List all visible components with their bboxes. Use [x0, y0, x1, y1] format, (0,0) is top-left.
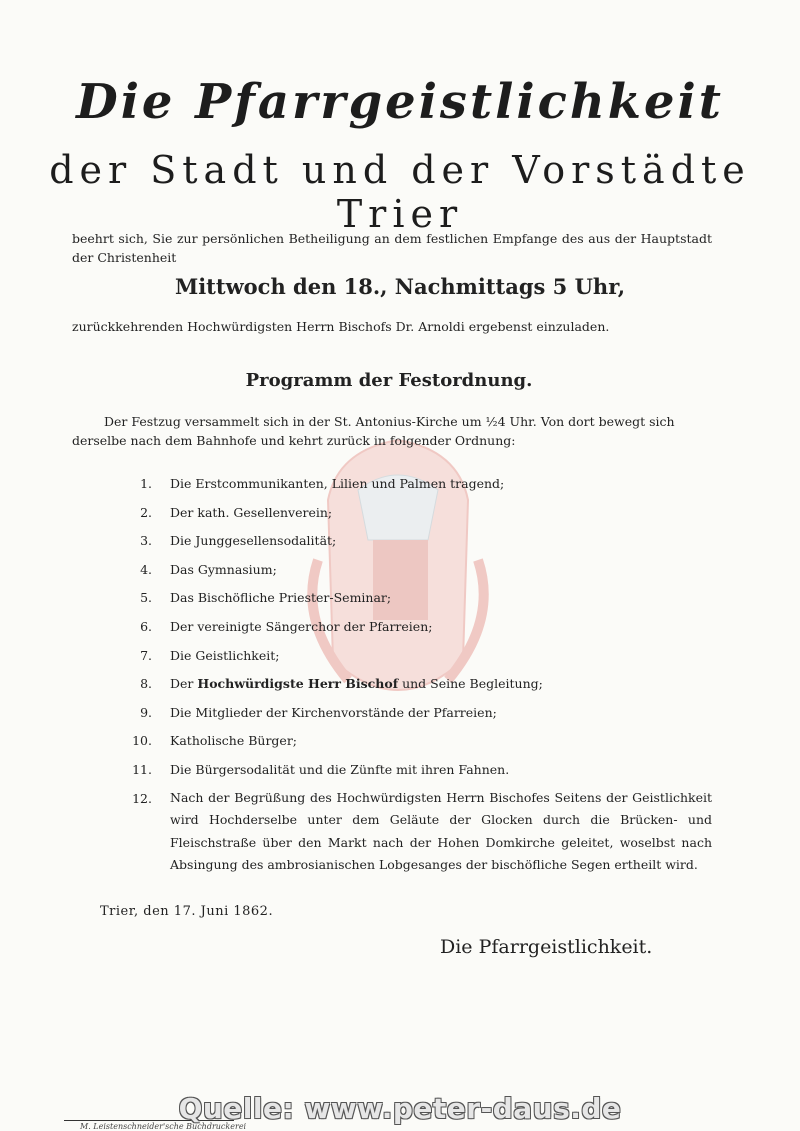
- list-item: [128, 619, 712, 648]
- list-item: [128, 476, 712, 505]
- item-text: Der kath. Gesellenverein;: [170, 504, 333, 520]
- invitation-closing: zurückkehrenden Hochwürdigsten Herrn Bischofs Dr. Arnoldi ergebenst einzuladen.: [72, 319, 610, 334]
- item-text: [170, 676, 712, 691]
- item-number: 2.: [140, 504, 152, 520]
- event-datetime: Mittwoch den 18., Nachmittags 5 Uhr,: [174, 274, 626, 299]
- invitation-intro: beehrt sich, Sie zur persönlichen Betheiligung an dem festlichen Empfange des aus der Hauptstadt der Christenheit: [72, 231, 712, 265]
- program-heading: Programm der Festordnung.: [245, 370, 533, 391]
- item-text: Die Geistlichkeit;: [170, 647, 280, 663]
- list-item: [128, 562, 712, 591]
- item-text: Nach der Begrüßung des Hochwürdigsten Herrn Bischofes Seitens der Geistlichkeit wird Hochderselbe unter dem Geläute der Glocken durch die Brücken- und Fleischstraße über den Markt nach der Hohen Domkirche geleitet, woselbst nach Absingung des ambrosianischen Lobgesanges der bischöfliche Segen ertheilt wird.: [170, 789, 712, 873]
- place-and-date: Trier, den 17. Juni 1862.: [100, 904, 274, 919]
- item-number: 9.: [140, 704, 152, 720]
- page-title: Die Pfarrgeistlichkeit: [76, 74, 724, 130]
- item-text: Das Bischöfliche Priester-Seminar;: [170, 590, 392, 606]
- item-number: 7.: [140, 647, 152, 663]
- list-item: [128, 648, 712, 677]
- item-text: Die Mitglieder der Kirchenvorstände der Pfarreien;: [170, 704, 497, 720]
- item-number: 3.: [140, 533, 152, 549]
- item-number: 10.: [132, 733, 152, 749]
- list-item: [128, 705, 712, 734]
- item-number: 1.: [140, 476, 152, 491]
- item-number: 6.: [140, 618, 152, 634]
- signature: Die Pfarrgeistlichkeit.: [440, 936, 653, 958]
- list-item: [128, 505, 712, 534]
- list-item: [128, 590, 712, 619]
- item-number: 12.: [132, 790, 152, 806]
- program-intro-line1: Der Festzug versammelt sich in der St. Antonius-Kirche um ½4 Uhr. Von dort bewegt sich: [104, 414, 675, 429]
- list-item: [128, 533, 712, 562]
- item-text: Das Gymnasium;: [170, 561, 277, 577]
- source-watermark: Quelle: www.peter-daus.de: [178, 1092, 622, 1125]
- list-item: [128, 733, 712, 762]
- printer-imprint: M. Leistenschneider'sche Buchdruckerei: [80, 1122, 247, 1131]
- item-text-before: Der: [170, 676, 194, 692]
- program-intro-line2: derselbe nach dem Bahnhofe und kehrt zurück in folgender Ordnung:: [72, 433, 516, 448]
- bishop-emphasis: Hochwürdigste Herr Bischof: [197, 676, 399, 692]
- item-number: 8.: [140, 676, 152, 692]
- item-text: Die Bürgersodalität und die Zünfte mit ihren Fahnen.: [170, 761, 510, 777]
- item-text: Die Junggesellensodalität;: [170, 533, 337, 549]
- item-number: 4.: [140, 561, 152, 577]
- item-text: Die Erstcommunikanten, Lilien und Palmen tragend;: [170, 476, 505, 491]
- item-text-after: und Seine Begleitung;: [402, 676, 543, 692]
- item-text: Katholische Bürger;: [170, 733, 298, 749]
- item-number: 5.: [140, 590, 152, 606]
- item-number: 11.: [132, 761, 152, 777]
- item-text: Der vereinigte Sängerchor der Pfarreien;: [170, 618, 433, 634]
- list-item: [128, 676, 712, 705]
- page-subtitle: der Stadt und der Vorstädte Trier: [49, 148, 751, 236]
- procession-order-list: [128, 476, 712, 873]
